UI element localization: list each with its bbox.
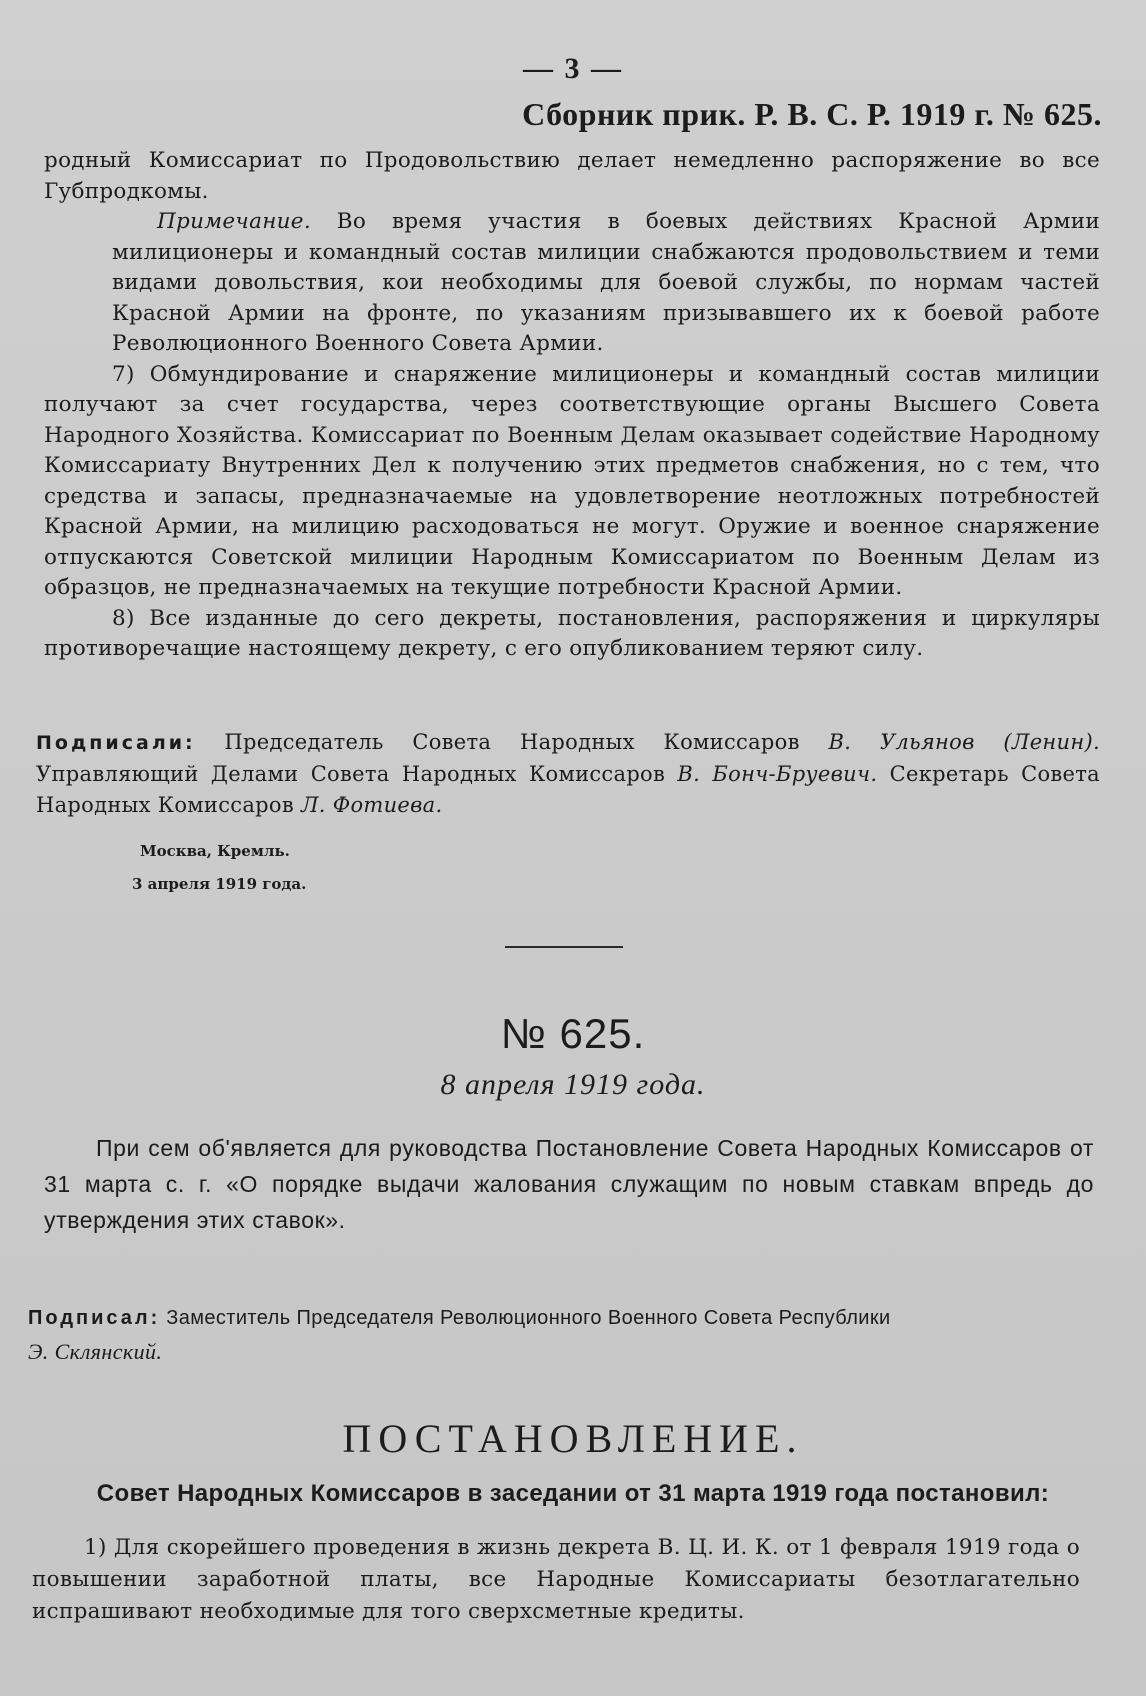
order-signature-block bbox=[28, 1302, 1088, 1370]
section-divider bbox=[505, 946, 623, 948]
order-number: № 625. bbox=[500, 1010, 646, 1057]
place-date-block bbox=[132, 835, 307, 901]
note-paragraph bbox=[112, 207, 1100, 360]
order-signed-text: Заместитель Председателя Революционного Военного Совета Республики bbox=[160, 1307, 891, 1329]
order-signed-label: Подписал: bbox=[28, 1307, 161, 1329]
signature-text-3: Секретарь Совета Народных Комиссаров bbox=[36, 762, 1100, 817]
decree-continuation bbox=[44, 146, 1100, 665]
note-text: Во время участия в боевых действиях Красной Армии милиционеры и командный состав милиции снабжаются продовольствием и теми видами довольствия, кои необходимы для боевой службы, по нормам частей Красной Армии на фронте, по указаниям призывавшего их к боевой работе Революционного Военного Совета Армии. bbox=[112, 209, 1100, 356]
order-date: 8 апреля 1919 года. bbox=[440, 1068, 706, 1101]
resolution-title: ПОСТАНОВЛЕНИЕ. bbox=[342, 1416, 804, 1461]
signatures-block bbox=[36, 727, 1100, 821]
resolution-paragraph-1: 1) Для скорейшего проведения в жизнь декрета В. Ц. И. К. от 1 февраля 1919 года о повышении заработной платы, все Народные Комиссариаты безотлагательно испрашивают необходимые для того сверхсметные кредиты. bbox=[32, 1535, 1080, 1624]
signature-text-1: Председатель Совета Народных Комиссаров bbox=[195, 730, 829, 754]
place: Москва, Кремль. bbox=[140, 842, 290, 860]
order-announcement: При сем об'является для руководства Постановление Совета Народных Комиссаров от 31 марта с. г. «О порядке выдачи жалования служащим по новым ставкам впредь до утверждения этих ставок». bbox=[44, 1135, 1094, 1233]
signature-name-2: В. Бонч-Бруевич. bbox=[677, 762, 878, 786]
signature-name-1: В. Ульянов (Ленин). bbox=[828, 730, 1100, 754]
order-signed-name: Э. Склянский. bbox=[28, 1339, 163, 1364]
signature-text-2: Управляющий Делами Совета Народных Комиссаров bbox=[36, 762, 678, 786]
signatures-label: Подписали: bbox=[36, 732, 196, 754]
date: 3 апреля 1919 года. bbox=[132, 875, 307, 893]
signature-name-3: Л. Фотиева. bbox=[300, 793, 443, 817]
paragraph-7: 7) Обмундирование и снаряжение милиционеры и командный состав милиции получают за счет государства, через соответствующие органы Высшего Совета Народного Хозяйства. Комиссариат по Военным Делам оказывает содействие Народному Комиссариату Внутренних Дел к получению этих предметов снабжения, но с тем, что средства и запасы, предназначаемые на удовлетворение неотложных потребностей Красной Армии, на милицию расходоваться не могут. Оружие и военное снаряжение отпускаются Советской милиции Народным Комиссариатом по Военным Делам из образцов, не предназначаемых на текущие потребности Красной Армии. bbox=[44, 361, 1100, 600]
running-head: Сборник прик. Р. В. С. Р. 1919 г. № 625. bbox=[522, 96, 1102, 132]
page-number: — 3 — bbox=[523, 52, 623, 85]
resolution-body bbox=[32, 1532, 1080, 1628]
carryover-paragraph: родный Комиссариат по Продовольствию делает немедленно распоряжение во все Губпродкомы. bbox=[44, 148, 1100, 204]
resolution-subtitle: Совет Народных Комиссаров в заседании от 31 марта 1919 года постановил: bbox=[96, 1480, 1050, 1507]
note-label: Примечание. bbox=[157, 209, 311, 234]
paragraph-8: 8) Все изданные до сего декреты, постановления, распоряжения и циркуляры противоречащие настоящему декрету, с его опубликованием теряют силу. bbox=[44, 605, 1100, 661]
